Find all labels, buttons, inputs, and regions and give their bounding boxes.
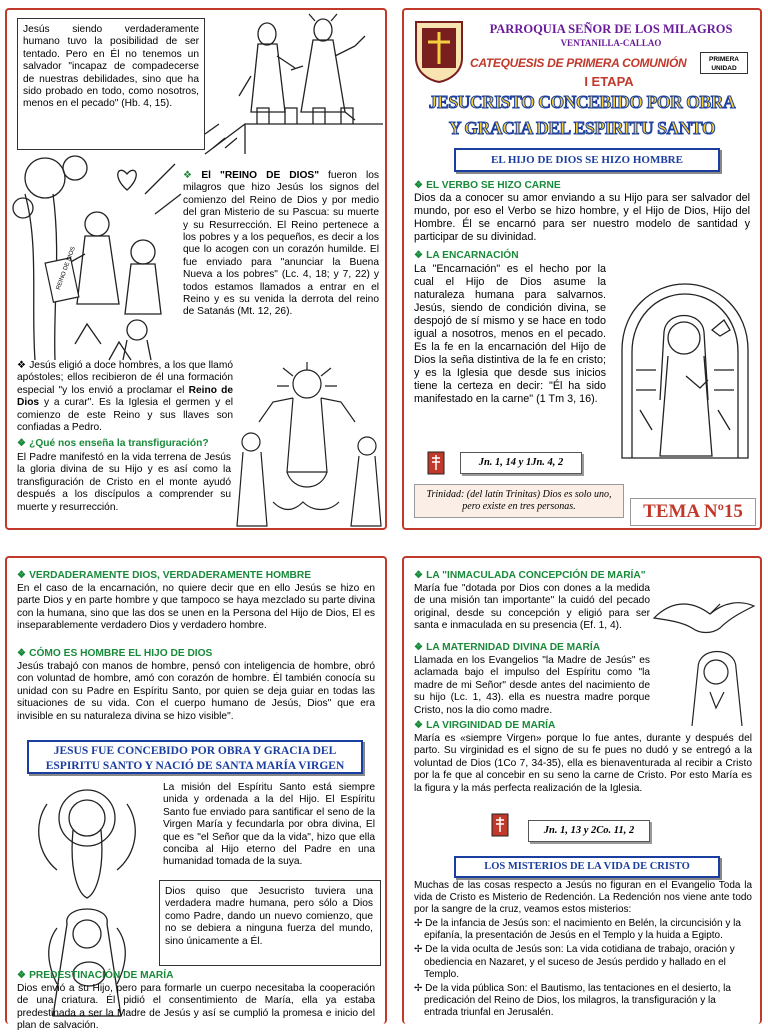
diamond-bullet-icon: ❖ (414, 570, 424, 581)
maternidad-text: Llamada en los Evangelios "la Madre de Jesús" es aclamada bajo el impulso del Espíritu como "la madre de mi Señor" desde antes del nacimiento de su hijo (Lc. 1, 43). ella es nuestra madre porque Cristo, nos la dio como madre. (414, 655, 650, 716)
reference-box: Jn. 1, 14 y 1Jn. 4, 2 (460, 452, 582, 474)
diamond-bullet-icon: ❖ (183, 170, 199, 181)
maternidad-heading (414, 642, 600, 653)
vd-heading (17, 570, 311, 581)
verbo-heading (414, 180, 561, 191)
list-item (414, 918, 752, 942)
bible-icon (490, 812, 512, 838)
parish-crest-icon (412, 18, 466, 84)
apostles-text-b: y a curar". Es la Iglesia el germen y el comienzo de este Reino y sus llaves son confiadas a Pedro. (17, 397, 233, 434)
inmaculada-title: LA "INMACULADA CONCEPCIÓN DE MARÍA" (426, 570, 646, 581)
como-text: Jesús trabajó con manos de hombre, pensó con inteligencia de hombre, obró con voluntad de hombre, amó con corazón de hombre. Él también conocía su unidad con su Padre en Espíritu Santo, por quien se deja guiar en todas las situaciones de su vida. Con el cuerpo humano de Jesús, Dios" que era invisible en su naturaleza divina se hizo visible". (17, 661, 375, 722)
diamond-bullet-icon: ❖ (17, 438, 27, 449)
diamond-bullet-icon: ❖ (17, 360, 27, 371)
encarnacion-title: LA ENCARNACIÓN (426, 250, 519, 261)
virginidad-title: LA VIRGINIDAD DE MARÍA (426, 720, 556, 731)
predestinacion-title: PREDESTINACIÓN DE MARÍA (29, 970, 174, 981)
diamond-bullet-icon: ❖ (17, 970, 27, 981)
maternidad-title: LA MATERNIDAD DIVINA DE MARÍA (426, 642, 601, 653)
mysteries-list (414, 918, 752, 1022)
apostles-text (17, 360, 233, 434)
diamond-bullet-icon: ❖ (414, 180, 424, 191)
como-heading (17, 648, 212, 659)
bible-icon (426, 450, 448, 476)
unit-tag: PRIMERA UNIDAD (700, 52, 748, 74)
mysteries-intro: Muchas de las cosas respecto a Jesús no figuran en el Evangelio Toda la vida de Cristo es Misterio de Redención. La Redención nos viene ante todo por la sangre de la cruz, veamos estos misterios: (414, 880, 752, 915)
predestinacion-heading (17, 970, 173, 981)
intro-text: Jesús siendo verdaderamente humano tuvo la posibilidad de ser tentado. Pero en Él no tenemos un salvador "incapaz de compadecerse de nuestras debilidades, sino que ha sido probado en todo, como nosotros, menos en el pecado" (Hb. 4, 15). (23, 24, 199, 110)
parish-name: PARROQUIA SEÑOR DE LOS MILAGROS (489, 22, 733, 36)
main-title-line2: Y GRACIA DEL ESPIRITU SANTO (448, 118, 716, 138)
dios-quiso-text: Dios quiso que Jesucristo tuviera una verdadera madre humana, pero sólo a Dios como Padre, dando un nuevo comienzo, que no se debiera a ninguna fuerza del mundo, sino únicamente a Él. (165, 886, 373, 947)
inmaculada-text: María fue "dotada por Dios con dones a la medida de una misión tan importante" la cuidó del pecado original, desde su concepción y eligió para ser santa e inmaculada en su presencia (Ef. 1, 4). (414, 583, 650, 632)
reino-text (183, 170, 379, 319)
predestinacion-text: Dios envió a su Hijo, pero para formarle un cuerpo necesitaba la cooperación de una criatura. Él pidió el consentimiento de María, ella ya estaba predestinada a ser la Madre de Jesús y así se cumplió la promesa e inicio del plan de salvación. (17, 983, 375, 1032)
panel-top-left (5, 8, 387, 530)
transfiguration-text: El Padre manifestó en la vida terrena de Jesús la gloria divina de su Hijo y es así como la transfiguración de Cristo en el monte ayudó después a los discípulos a comprender su muerte y resurrección. (17, 452, 231, 513)
panel-bottom-left (5, 556, 387, 1032)
transfiguration-illustration (233, 362, 383, 528)
reino-title: El "REINO DE DIOS" (201, 170, 320, 181)
reino-sign-text: REINO DE DIOS (55, 246, 77, 291)
cross-bullet-icon: ✢ (414, 983, 426, 995)
diamond-bullet-icon: ❖ (414, 720, 424, 731)
panel-bottom-right (402, 556, 762, 1024)
temptation-illustration (205, 16, 383, 156)
transfiguration-question-text: ¿Qué nos enseña la transfiguración? (29, 438, 209, 449)
tema-label: TEMA Nº15 (630, 498, 756, 526)
vd-text: En el caso de la encarnación, no quiere decir que en ello Jesús se hizo en parte Dios y en parte hombre y que tampoco se haya mezclado su parte divina con la humana, sino que las dos se unen en la Persona del Hijo de Dios, El es inseparablemente verdadero Dios y verdadero hombre. (17, 583, 375, 632)
diamond-bullet-icon: ❖ (414, 250, 424, 261)
verbo-title: EL VERBO SE HIZO CARNE (426, 180, 561, 191)
panel-top-right (402, 8, 762, 530)
list-item (414, 983, 752, 1020)
cross-bullet-icon: ✢ (414, 918, 426, 929)
dove-mary-illustration (654, 588, 758, 728)
list-item (414, 944, 752, 981)
list-item-text: De la infancia de Jesús son: el nacimiento en Belén, la circuncisión y la epifanía, la presentación de Jesús en el Templo y la huida a Egipto. (424, 918, 741, 942)
diamond-bullet-icon: ❖ (414, 642, 424, 653)
reference-box: Jn. 1, 13 y 2Co. 11, 2 (528, 820, 650, 842)
mysteries-banner: LOS MISTERIOS DE LA VIDA DE CRISTO (454, 856, 720, 878)
diamond-bullet-icon: ❖ (17, 570, 27, 581)
catechesis-title: CATEQUESIS DE PRIMERA COMUNIÓN (470, 56, 687, 70)
transfiguration-question (17, 438, 209, 449)
encarnacion-heading (414, 250, 519, 261)
verbo-text: Dios da a conocer su amor enviando a su Hijo para ser salvador del mundo, por eso el Verbo se hizo hombre, y el Hijo de Dios, Hijo del Hombre. Él se encarnó para ser nuestro modelo de santidad y participar de su divinidad. (414, 192, 750, 243)
mision-text: La misión del Espíritu Santo está siempre unida y ordenada a la del Hijo. El Espíritu Santo fue enviado para santificar el seno de la Virgen María y fecundarla por obra divina, El que es "el Señor que da la vida", hizo que ella conciba al Hijo eterno del Padre en una humanidad tomada de la suya. (163, 782, 375, 868)
list-item-text: De la vida oculta de Jesús son: La vida cotidiana de trabajo, oración y obediencia en Nazaret, y el suceso de Jesús perdido y hallado en el Templo. (424, 944, 735, 980)
stage-label: I ETAPA (584, 74, 634, 89)
subtitle-banner: EL HIJO DE DIOS SE HIZO HOMBRE (454, 148, 720, 172)
inmaculada-heading (414, 570, 646, 581)
apostles-bold: Reino de Dios (17, 384, 233, 409)
diamond-bullet-icon: ❖ (17, 648, 27, 659)
encarnacion-text: La "Encarnación" es el hecho por la cual el Hijo de Dios asume la naturaleza humana para salvarnos. Jesús, siendo de condición divina, se despojó de sí mismo y se hace en todo igual a nosotros, menos en el pecado. Es la fe en la encarnación del Hijo de Dios la seña distintiva de la fe en cristo; y es la Iglesia que desde sus inicios tiene la certeza en decir: "Él ha sido manifestado en la carne" (1 Tm 3, 16). (414, 263, 606, 405)
reino-body: fueron los milagros que hizo Jesús los signos del comienzo del Reino de Dios y por medio del gran Misterio de su Pascua: su muerte y su Resurrección. El Reino pertenece a los pobres y a los pequeños, es decir a los que lo acogen con un corazón humilde. El fue enviado para "anunciar la Buena Nueva a los pobres" (Lc. 4, 18; y 7, 22) y todos estamos llamados a entrar en el Reino y es su venida la derrota del reino de Satanás (Mt. 12, 26). (183, 170, 379, 318)
parish-location: VENTANILLA-CALLAO (560, 38, 662, 48)
cross-bullet-icon: ✢ (414, 944, 426, 956)
mary-window-illustration (616, 280, 754, 460)
kingdom-children-illustration (15, 154, 181, 364)
trinity-note: Trinidad: (del latín Trinitas) Dios es solo uno, pero existe en tres personas. (414, 484, 624, 518)
conception-banner: JESUS FUE CONCEBIDO POR OBRA Y GRACIA DEL ESPIRITU SANTO Y NACIÓ DE SANTA MARÍA VIRGEN (27, 740, 363, 774)
list-item-text: De la vida pública Son: el Bautismo, las tentaciones en el desierto, la predicación del Reino de Dios, los milagros, la transfiguración y la entrada triunfal en Jerusalén. (424, 983, 731, 1019)
apostles-text-a: Jesús eligió a doce hombres, a los que llamó apóstoles; ellos recibieron de él una formación especial "y los envió a proclamar el (17, 360, 233, 396)
virginidad-text: María es «siempre Virgen» porque lo fue antes, durante y después del parto. Su virginidad es el signo de su fe pues no dudó y se entregó a la voluntad de Dios (1Co 7, 34-35), ella es bienaventurada al recibir a Cristo por la fe que al concebir en su seno la carne de Cristo. Por esto María es la figura y la más perfecta realización de la Iglesia. (414, 733, 752, 794)
como-title: CÓMO ES HOMBRE EL HIJO DE DIOS (29, 648, 213, 659)
virginidad-heading (414, 720, 555, 731)
main-title-line1: JESUCRISTO CONCEBIDO POR OBRA (428, 92, 736, 112)
vd-title: VERDADERAMENTE DIOS, VERDADERAMENTE HOMBRE (29, 570, 312, 581)
